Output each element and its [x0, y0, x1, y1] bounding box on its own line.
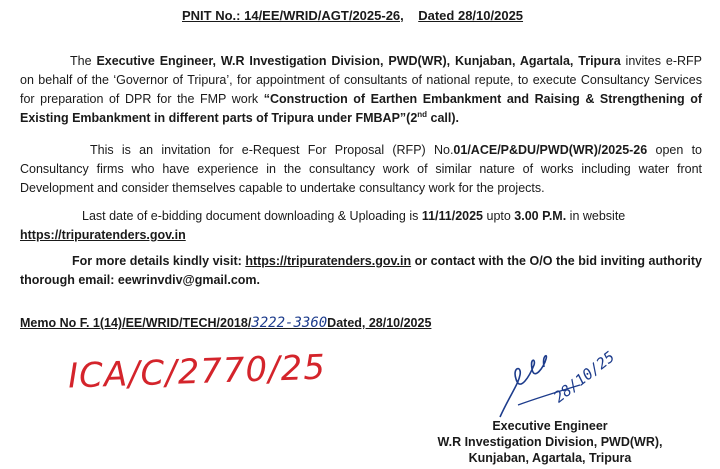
memo-date: Dated, 28/10/2025	[327, 316, 432, 330]
signatory-location: Kunjaban, Agartala, Tripura	[468, 451, 632, 465]
memo-prefix: Memo No F. 1(14)/EE/WRID/TECH/2018/	[20, 316, 252, 330]
signatory-title: Executive Engineer	[492, 419, 608, 433]
rfp-number: 01/ACE/P&DU/PWD(WR)/2025-26	[453, 143, 648, 157]
header-date: Dated 28/10/2025	[418, 8, 524, 23]
paragraph-contact: For more details kindly visit: https://tripuratenders.gov.in or contact with the O/O the bid inviting authority thorough email: eewrinvdiv@gmail.com.	[20, 254, 702, 287]
deadline-time: 3.00 P.M.	[514, 209, 567, 223]
paragraph-invitation: The Executive Engineer, W.R Investigation Division, PWD(WR), Kunjaban, Agartala, Tripura invites e-RFP on behalf of the ‘Governor of Tripura’, for appointment of consultants of national repute, to execute Consultancy Services for preparation of DPR for the FMP work “Construction of Earthen Embankment and Raising & Strengthening of Existing Embankment in different parts of Tripura under FMBAP”(2nd call).	[20, 54, 702, 125]
signatory-division: W.R Investigation Division, PWD(WR),	[437, 435, 663, 449]
signature-date: 28/10/25	[550, 347, 619, 407]
contact-email[interactable]: eewrinvdiv@gmail.com.	[117, 273, 261, 287]
paragraph-rfp: This is an invitation for e-Request For Proposal (RFP) No.01/ACE/P&DU/PWD(WR)/2025-26 open to Consultancy firms who have experience in the consultancy work of similar nature of works including water front Development and consider themselves capable to undertake consultancy work for the projects.	[20, 143, 702, 195]
memo-line	[20, 315, 431, 331]
notice-header	[182, 8, 523, 24]
ref-number: PNIT No.: 14/EE/WRID/AGT/2025-26,	[182, 8, 404, 23]
signature-block	[420, 418, 680, 466]
website-link[interactable]: https://tripuratenders.gov.in	[20, 228, 186, 242]
website-link-2[interactable]: https://tripuratenders.gov.in	[245, 254, 412, 268]
handwritten-red-annotation: ICA/C/2770/25	[67, 347, 327, 397]
paragraph-deadline: Last date of e-bidding document downloading & Uploading is 11/11/2025 upto 3.00 P.M. in website https://tripuratenders.gov.in	[20, 209, 626, 242]
issuing-authority: Executive Engineer, W.R Investigation Division, PWD(WR), Kunjaban, Agartala, Tripura	[96, 54, 621, 68]
memo-handwritten-number: 3222-3360	[251, 315, 328, 331]
deadline-date: 11/11/2025	[421, 209, 484, 223]
work-name: “Construction of Earthen Embankment and Raising & Strengthening of Existing Embankment in different parts of Tripura under FMBAP”(2	[20, 92, 702, 125]
